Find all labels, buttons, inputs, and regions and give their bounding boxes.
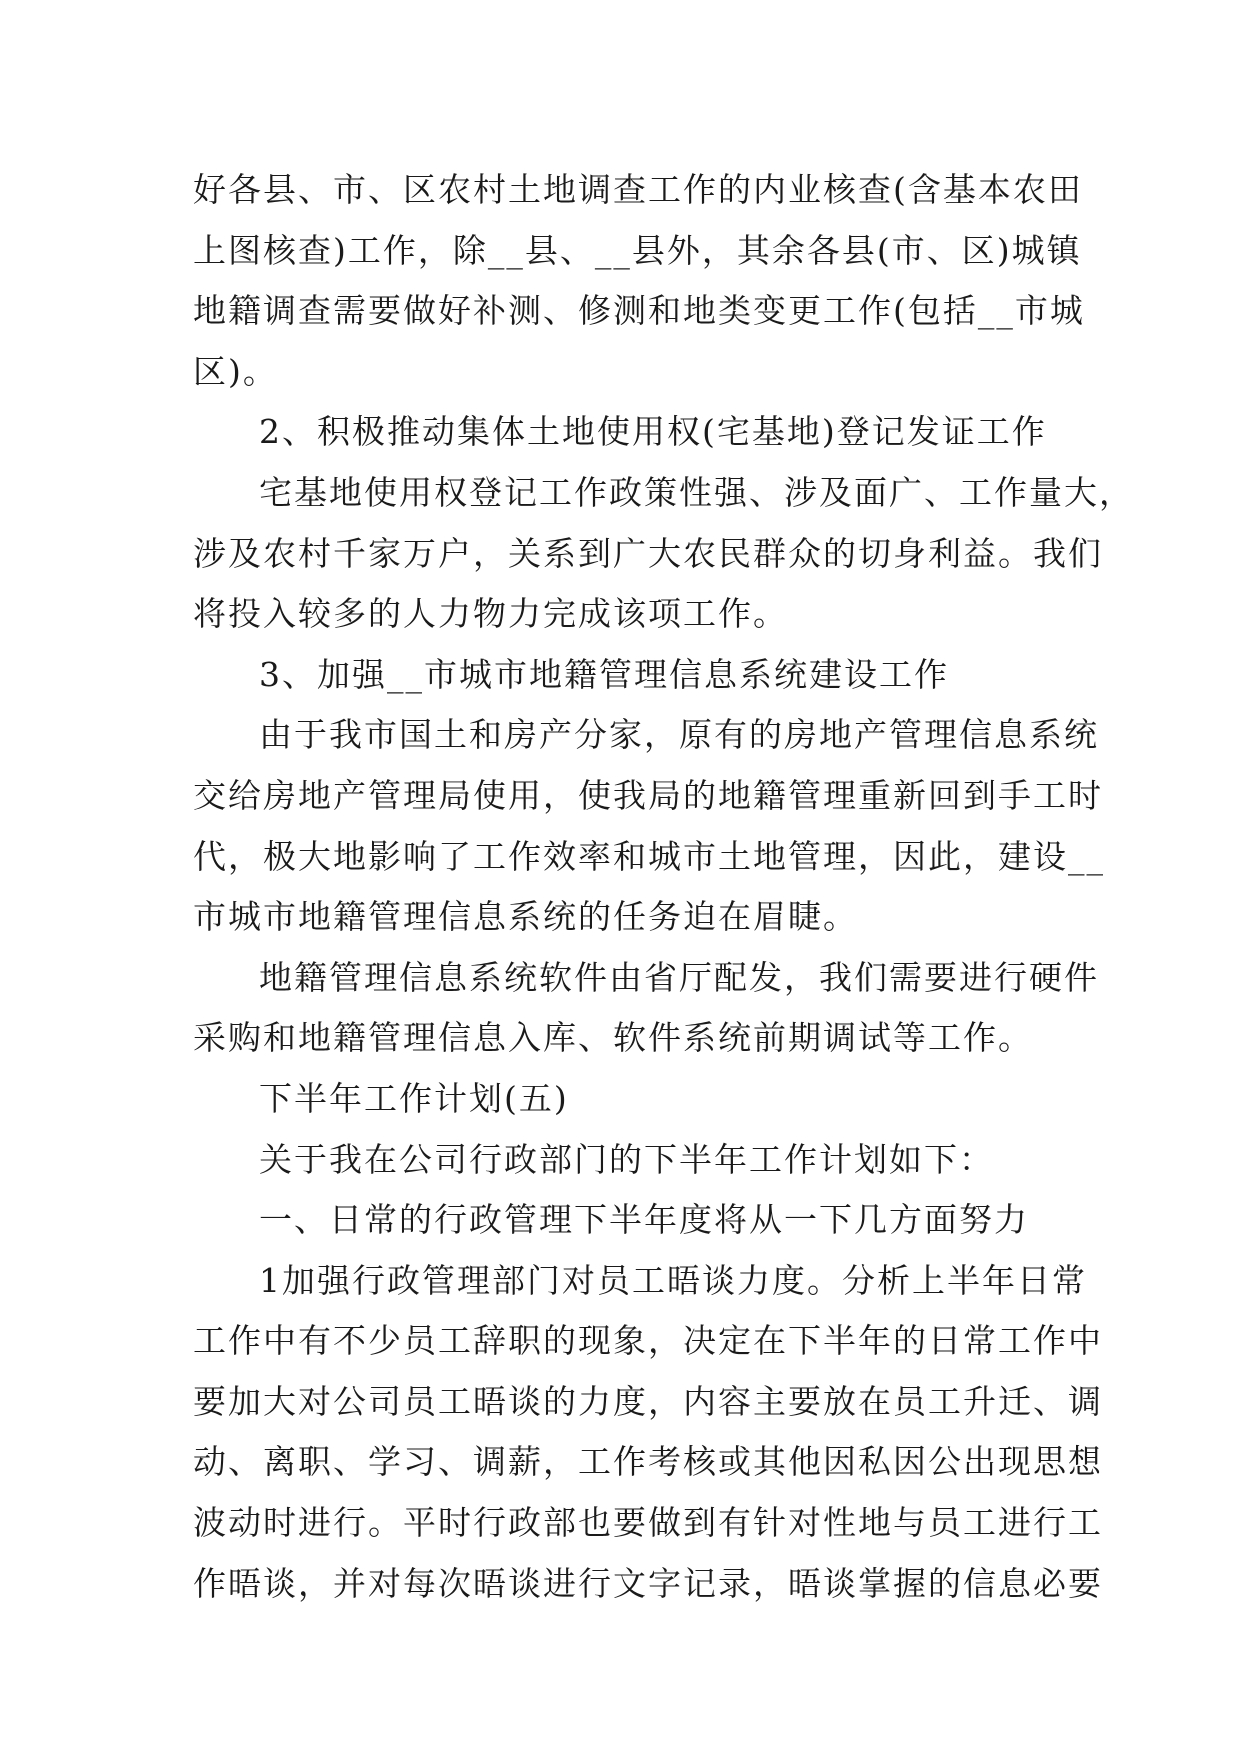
text-line: 一、日常的行政管理下半年度将从一下几方面努力: [259, 1200, 1029, 1240]
text-line: 交给房地产管理局使用，使我局的地籍管理重新回到手工时: [193, 775, 1103, 815]
text-line: 市城市地籍管理信息系统的任务迫在眉睫。: [193, 897, 858, 937]
text-line: 动、离职、学习、调薪，工作考核或其他因私因公出现思想: [193, 1442, 1103, 1482]
section-heading-2: [193, 402, 1063, 463]
text-line: 3、加强__市城市地籍管理信息系统建设工作: [259, 654, 949, 694]
text-line: 宅基地使用权登记工作政策性强、涉及面广、工作量大，: [259, 472, 1134, 512]
text-line: 涉及农村千家万户，关系到广大农民群众的切身利益。我们: [193, 533, 1103, 573]
text-line: 地籍管理信息系统软件由省厅配发，我们需要进行硬件: [259, 957, 1099, 997]
paragraph-intro: [193, 1130, 1063, 1191]
text-line: 由于我市国土和房产分家，原有的房地产管理信息系统: [259, 715, 1099, 755]
text-line: 作晤谈，并对每次晤谈进行文字记录，晤谈掌握的信息必要: [193, 1563, 1103, 1603]
text-line: 代，极大地影响了工作效率和城市土地管理，因此，建设__: [193, 836, 1105, 876]
document-body: [193, 160, 1134, 1614]
section-heading-3: [193, 645, 1063, 706]
text-line: 上图核查)工作，除__县、__县外，其余各县(市、区)城镇: [193, 230, 1082, 270]
text-line: 关于我在公司行政部门的下半年工作计划如下：: [259, 1139, 994, 1179]
paragraph-continuation: [193, 160, 1085, 402]
text-line: 下半年工作计划(五): [259, 1078, 569, 1118]
paragraph-software: [193, 948, 1099, 1069]
text-line: 好各县、市、区农村土地调查工作的内业核查(含基本农田: [193, 170, 1083, 209]
text-line: 1加强行政管理部门对员工晤谈力度。分析上半年日常: [259, 1260, 1087, 1300]
text-line: 2、积极推动集体土地使用权(宅基地)登记发证工作: [259, 412, 1047, 452]
text-line: 将投入较多的人力物力完成该项工作。: [193, 594, 788, 634]
section-title-five: [193, 1069, 1063, 1130]
text-line: 波动时进行。平时行政部也要做到有针对性地与员工进行工: [193, 1503, 1103, 1543]
text-line: 区)。: [193, 351, 278, 391]
text-line: 采购和地籍管理信息入库、软件系统前期调试等工作。: [193, 1018, 1033, 1058]
text-line: 要加大对公司员工晤谈的力度，内容主要放在员工升迁、调: [193, 1381, 1103, 1421]
paragraph-cadastral-system: [193, 705, 1105, 947]
section-heading-one: [193, 1190, 1063, 1251]
text-line: 地籍调查需要做好补测、修测和地类变更工作(包括__市城: [193, 291, 1085, 331]
text-line: 工作中有不少员工辞职的现象，决定在下半年的日常工作中: [193, 1321, 1103, 1361]
paragraph-interviews: [193, 1251, 1103, 1615]
paragraph-homestead: [193, 463, 1134, 645]
